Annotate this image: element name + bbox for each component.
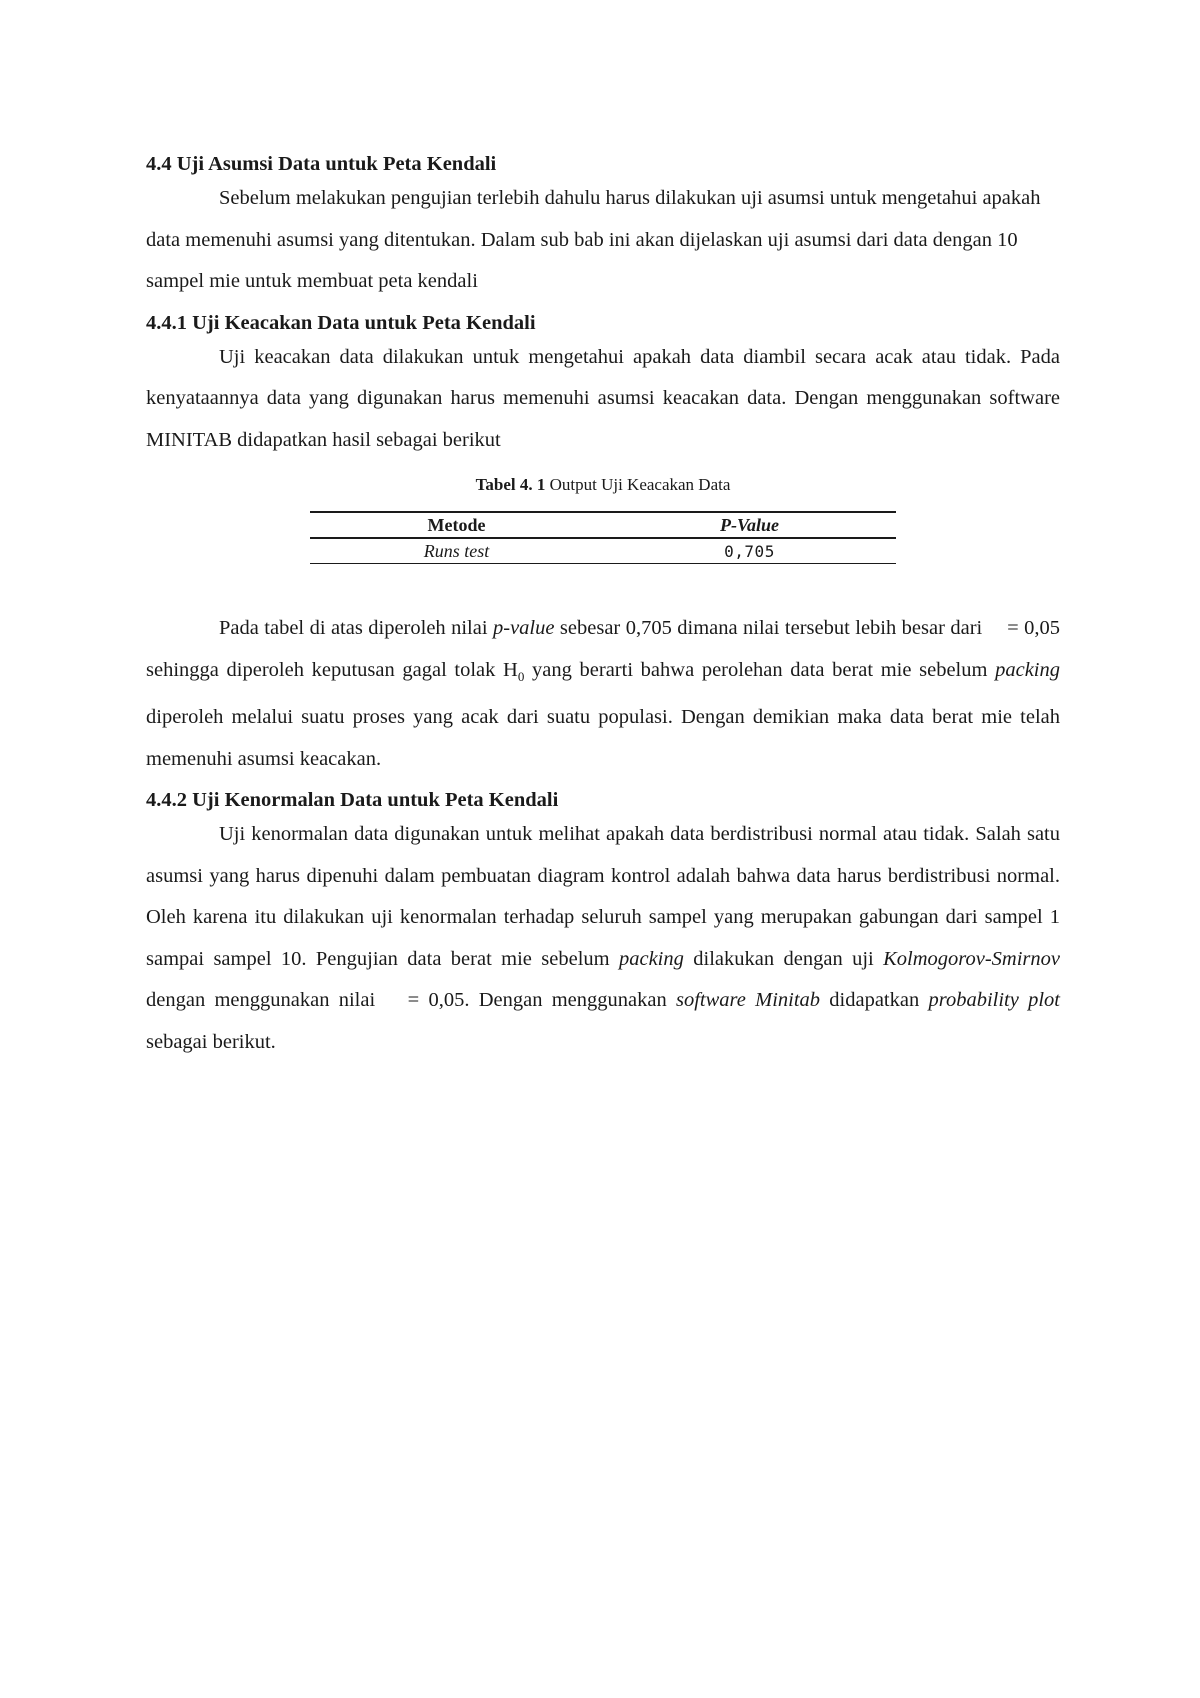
section-4-4-2-paragraph bbox=[146, 814, 1060, 1063]
table-caption-label: Tabel 4. 1 bbox=[475, 475, 546, 494]
text-run-italic: p-value bbox=[493, 617, 555, 639]
text-run-italic: packing bbox=[618, 947, 684, 970]
text-run: diperoleh melalui suatu proses yang acak dari suatu populasi. Dengan demikian maka data berat mie telah memenuhi asumsi keacakan. bbox=[146, 706, 1060, 770]
section-heading-4-4: 4.4 Uji Asumsi Data untuk Peta Kendali bbox=[146, 153, 497, 175]
table-header-metode: Metode bbox=[310, 512, 603, 538]
text-run: didapatkan bbox=[820, 989, 929, 1012]
table-cell-method: Runs test bbox=[310, 538, 603, 564]
spacer bbox=[146, 564, 1060, 608]
text-run: Uji kenormalan data digunakan untuk melihat apakah data berdistribusi normal atau tidak. Salah satu asumsi yang harus dipenuhi dalam pembuatan diagram kontrol adalah bahwa data harus berdistribusi normal. Oleh karena itu dilakukan uji kenormalan terhadap seluruh sampel yang merupakan gabungan dari sampel 1 sampai sampel 10. Pengujian data berat mie sebelum bbox=[146, 823, 1060, 970]
text-run-italic: packing bbox=[995, 658, 1060, 681]
text-run: yang berarti bahwa perolehan data berat mie sebelum bbox=[524, 658, 996, 681]
text-run: sebesar 0,705 dimana nilai tersebut lebih besar dari bbox=[554, 617, 988, 639]
section-4-4-paragraph: Sebelum melakukan pengujian terlebih dahulu harus dilakukan uji asumsi untuk mengetahui apakah data memenuhi asumsi yang ditentukan. Dalam sub bab ini akan dijelaskan uji asumsi dari data dengan 10 sampel mie untuk membuat peta kendali bbox=[146, 187, 1041, 292]
paragraph-after-table bbox=[146, 608, 1060, 780]
table-row bbox=[310, 538, 896, 564]
document-page bbox=[146, 150, 1060, 1063]
text-run: = 0,05 sehingga diperoleh keputusan gagal tolak H bbox=[146, 617, 1061, 681]
text-run: = 0,05. Dengan menggunakan bbox=[398, 989, 676, 1012]
runs-test-table bbox=[310, 511, 896, 564]
text-run: dilakukan dengan uji bbox=[683, 947, 884, 970]
section-heading-4-4-2: 4.4.2 Uji Kenormalan Data untuk Peta Kendali bbox=[146, 789, 559, 812]
text-run-italic: software Minitab bbox=[676, 989, 821, 1012]
table-caption bbox=[146, 473, 1060, 497]
text-run: dengan menggunakan nilai bbox=[146, 989, 385, 1012]
text-run: Pada tabel di atas diperoleh nilai bbox=[219, 617, 493, 639]
section-heading-4-4-1: 4.4.1 Uji Keacakan Data untuk Peta Kendali bbox=[146, 311, 536, 334]
text-run-italic: probability plot bbox=[928, 989, 1060, 1012]
subscript-zero: 0 bbox=[517, 668, 525, 684]
table-header-p-value: P-Value bbox=[603, 512, 896, 538]
table-cell-p-value: 0,705 bbox=[603, 538, 896, 564]
table-header-row bbox=[310, 512, 896, 538]
text-run: sebagai berikut. bbox=[146, 1030, 276, 1053]
table-caption-text: Output Uji Keacakan Data bbox=[545, 475, 731, 494]
section-4-4-1-paragraph: Uji keacakan data dilakukan untuk mengetahui apakah data diambil secara acak atau tidak. Pada kenyataannya data yang digunakan harus memenuhi asumsi keacakan data. Dengan menggunakan software MINITAB didapatkan hasil sebagai berikut bbox=[146, 345, 1060, 451]
text-run-italic: Kolmogorov-Smirnov bbox=[883, 947, 1061, 970]
